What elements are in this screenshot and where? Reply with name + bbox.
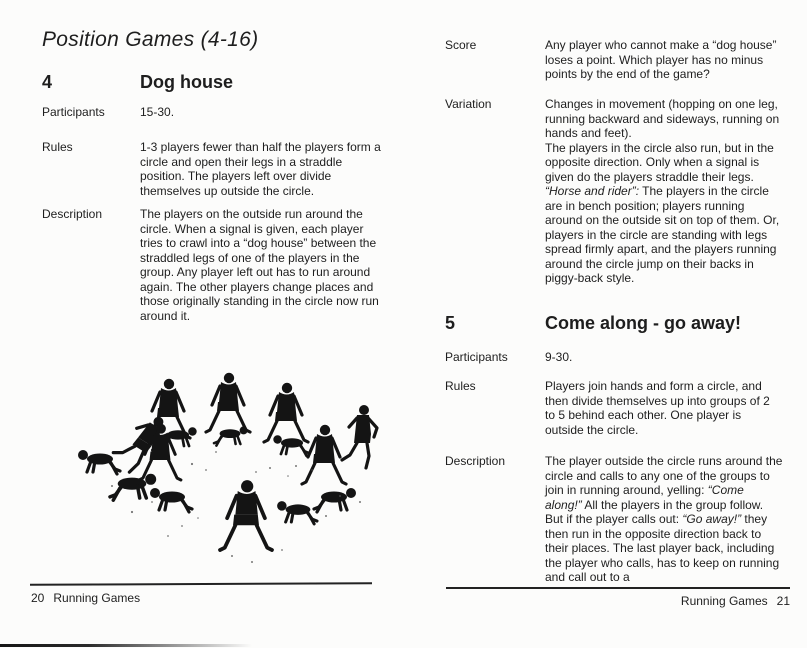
paragraph xyxy=(545,97,783,141)
game-title: Come along - go away! xyxy=(545,313,742,333)
field-label: Variation xyxy=(445,97,492,111)
text-run: they then run in the opposite direction back to their places. The last player back, including the player who calls, has to keep on running and call out to a xyxy=(545,512,780,584)
field-label: Participants xyxy=(445,350,508,364)
game-5-header xyxy=(445,313,795,334)
game-4-header xyxy=(42,72,400,93)
field-value xyxy=(140,140,400,198)
field-value xyxy=(140,207,400,323)
left-page-footer xyxy=(31,591,140,605)
text-run: The players in the circle also run, but in the opposite direction. Only when a signal is given do the players straddle their legs. xyxy=(545,140,774,184)
italic-text-run: “Come along!” xyxy=(545,483,744,512)
field-value xyxy=(140,105,400,120)
text-run: All the players in the group follow. But if the player calls out: xyxy=(545,497,764,526)
paragraph xyxy=(545,379,783,437)
scan-edge-artifact xyxy=(0,644,252,647)
paragraph xyxy=(140,105,388,120)
field-label: Participants xyxy=(42,105,105,119)
text-run: 15-30. xyxy=(140,105,175,119)
text-run: 1-3 players fewer than half the players form a circle and open their legs in a straddle position. The players left over divide themselves up outside the circle. xyxy=(140,140,381,198)
field-value xyxy=(545,454,795,585)
field-row-participants xyxy=(42,105,400,120)
running-header: Running Games xyxy=(680,594,768,608)
paragraph xyxy=(545,38,783,82)
page-number: 21 xyxy=(776,594,790,608)
field-value xyxy=(545,97,795,286)
game-number: 5 xyxy=(445,313,456,333)
text-run: Players join hands and form a circle, and then divide themselves up into groups of 2 to 5 behind each other. One player is outside the circle. xyxy=(545,379,770,437)
right-page-footer xyxy=(445,594,790,608)
field-label: Description xyxy=(42,207,103,221)
paragraph xyxy=(545,184,783,286)
dog-house-illustration xyxy=(40,350,400,568)
left-page-column xyxy=(42,0,400,648)
running-header: Running Games xyxy=(53,591,141,605)
field-row-variation xyxy=(445,97,795,286)
italic-text-run: “Horse and rider”: xyxy=(545,184,640,198)
field-row-rules xyxy=(42,140,400,198)
section-title: Position Games (4-16) xyxy=(42,28,259,51)
game-title: Dog house xyxy=(140,72,233,92)
game-number: 4 xyxy=(42,72,53,92)
field-label: Score xyxy=(445,38,477,52)
text-run: The players in the circle are in bench position; players running around on the outside sit on top of them. Or, players in the circle are standing with legs spread firmly apart, and the players running around the circle jump on their backs in piggy-back style. xyxy=(545,184,780,285)
text-run: 9-30. xyxy=(545,350,573,364)
right-page-column xyxy=(445,0,795,648)
field-row-description xyxy=(42,207,400,323)
right-footer-rule xyxy=(446,587,790,589)
paragraph xyxy=(545,141,783,185)
text-run: Changes in movement (hopping on one leg, running backward and sideways, running on hands and feet). xyxy=(545,97,780,140)
paragraph xyxy=(140,140,388,198)
paragraph xyxy=(140,207,388,323)
field-label: Rules xyxy=(42,140,73,154)
field-label: Description xyxy=(445,454,506,468)
paragraph xyxy=(545,454,783,585)
field-row-rules xyxy=(445,379,795,437)
page-number: 20 xyxy=(31,591,45,605)
field-value xyxy=(545,379,795,437)
italic-text-run: “Go away!” xyxy=(682,512,742,526)
text-run: The player outside the circle runs around the circle and calls to any one of the groups to join in running around, yelling: xyxy=(545,454,783,497)
field-label: Rules xyxy=(445,379,476,393)
text-run: Any player who cannot make a “dog house” loses a point. Which player has no minus points by the end of the game? xyxy=(545,38,777,81)
field-row-description xyxy=(445,454,795,585)
paragraph xyxy=(545,350,783,365)
field-value xyxy=(545,350,795,365)
text-run: The players on the outside run around the circle. When a signal is given, each player tries to crawl into a “dog house” between the straddled legs of one of the players in the group. Any player left out has to run around again. The other players change places and those originally standing in the circle now run around it. xyxy=(140,207,379,323)
field-value xyxy=(545,38,795,82)
field-row-participants xyxy=(445,350,795,365)
field-row-score xyxy=(445,38,795,82)
